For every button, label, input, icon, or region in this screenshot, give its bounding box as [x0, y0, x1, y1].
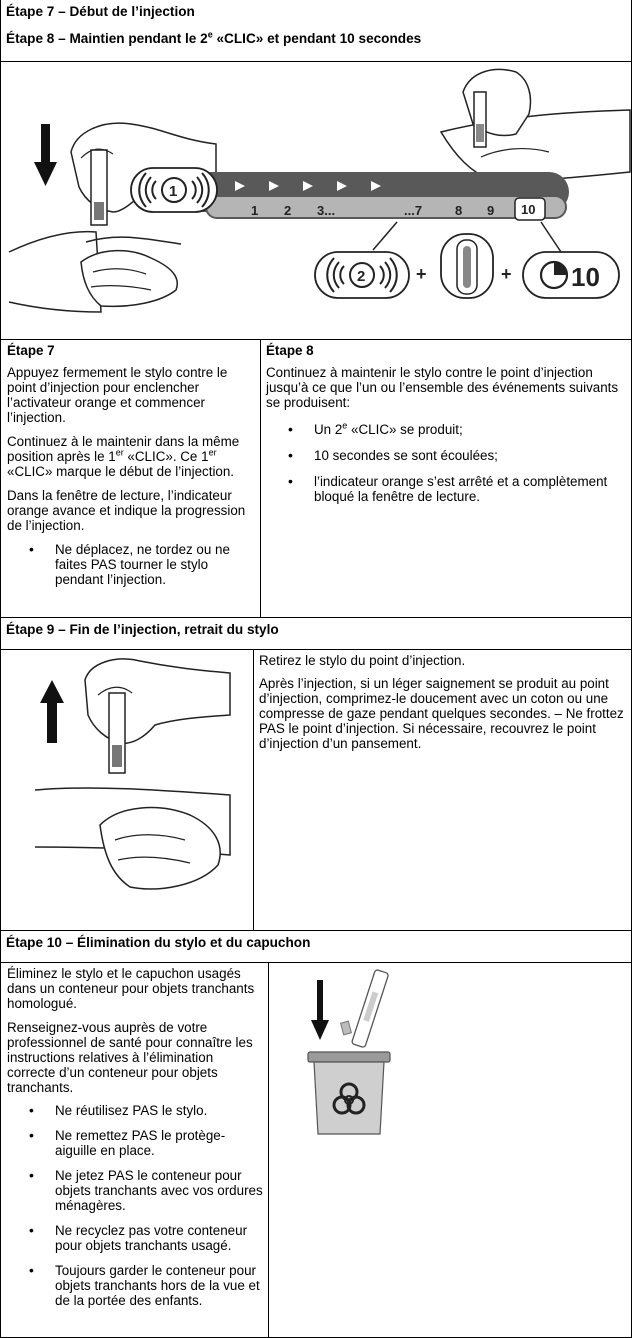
sharps-container-illustration	[300, 966, 400, 1141]
step9-paragraph-2: Après l’injection, si un léger saignement se produit au point d’injection, comprimez-le doucement avec un coton ou une compresse de gaze pendant quelques secondes. – Ne frottez PAS le point d’injection. Si nécessaire, recouvrez le point d’injection d’un pansement.	[259, 676, 624, 751]
pen-removal-illustration	[20, 655, 235, 920]
svg-text:9: 9	[487, 203, 495, 218]
first-click-sound-icon	[131, 168, 217, 212]
svg-text:2: 2	[284, 203, 292, 218]
svg-text:8: 8	[455, 203, 463, 218]
step8-heading: Étape 8	[266, 343, 314, 358]
step10-title: Étape 10 – Élimination du stylo et du capuchon	[6, 935, 311, 950]
step10-bullet: • Ne recyclez pas votre conteneur pour objets tranchants usagé.	[7, 1223, 265, 1253]
step8-bullet-3: • l’indicateur orange s’est arrêté et a complètement bloqué la fenêtre de lecture.	[266, 474, 626, 504]
push-down-arrow-icon	[34, 124, 57, 186]
step7-title: Étape 7 – Début de l’injection	[6, 4, 195, 19]
step7-paragraph-3: Dans la fenêtre de lecture, l’indicateur orange avance et indique la progression de l’injection.	[7, 488, 246, 533]
pinching-hand-illustration	[81, 251, 177, 307]
svg-text:...7: ...7	[404, 203, 423, 218]
step9-text	[259, 653, 629, 760]
used-pen-icon	[351, 969, 388, 1048]
step10-bullet: • Ne jetez PAS le conteneur pour objets tranchants avec vos ordures ménagères.	[7, 1168, 265, 1213]
svg-text:2: 2	[357, 268, 366, 285]
second-click-sound-icon	[315, 252, 409, 298]
timeline-illustration	[1, 62, 631, 339]
step8-text	[266, 343, 626, 513]
pen-window-icon	[441, 234, 493, 298]
step8-paragraph-1: Continuez à maintenir le stylo contre le point d’injection jusqu’à ce que l’un ou l’ensemble des événements suivants se produisent:	[266, 365, 619, 410]
step8-bullet-2: • 10 secondes se sont écoulées;	[266, 448, 626, 463]
svg-text:10: 10	[521, 202, 536, 217]
step10-bullet: • Ne réutilisez PAS le stylo.	[7, 1103, 265, 1118]
step9-paragraph-1: Retirez le stylo du point d’injection.	[259, 653, 466, 668]
step8-title: Étape 8 – Maintien pendant le 2e «CLIC» et pendant 10 secondes	[6, 29, 422, 46]
svg-text:1: 1	[251, 203, 259, 218]
cap-icon	[341, 1021, 352, 1035]
svg-text:1: 1	[169, 183, 178, 200]
right-hand-pen-illustration	[441, 69, 630, 180]
step9-title: Étape 9 – Fin de l’injection, retrait du stylo	[6, 622, 279, 637]
step7-text	[7, 343, 255, 596]
step10-text	[7, 966, 265, 1308]
step7-bullet: • Ne déplacez, ne tordez ou ne faites PAS tourner le stylo pendant l’injection.	[7, 542, 255, 587]
sharps-bin-icon	[308, 1052, 390, 1134]
svg-text:+: +	[416, 264, 427, 284]
step7-paragraph-1: Appuyez fermement le stylo contre le point d’injection pour enclencher l’activateur orange et commencer l’injection.	[7, 365, 228, 425]
step10-paragraph-1: Éliminez le stylo et le capuchon usagés dans un conteneur pour objets tranchants homologué.	[7, 966, 255, 1011]
step10-bullet: • Toujours garder le conteneur pour objets tranchants hors de la vue et de la portée des enfants.	[7, 1263, 265, 1308]
svg-text:+: +	[501, 264, 512, 284]
step10-bullet: • Ne remettez PAS le protège-aiguille en place.	[7, 1128, 265, 1158]
ten-seconds-timer-icon	[523, 252, 619, 298]
step7-paragraph-2: Continuez à le maintenir dans la même position après le 1er «CLIC». Ce 1er «CLIC» marque le début de l’injection.	[7, 434, 240, 479]
svg-text:10: 10	[571, 262, 600, 292]
step7-heading: Étape 7	[7, 343, 55, 358]
pull-up-arrow-icon	[40, 680, 64, 743]
drop-down-arrow-icon	[311, 980, 329, 1040]
svg-text:3...: 3...	[317, 203, 336, 218]
step10-paragraph-2: Renseignez-vous auprès de votre professionnel de santé pour connaître les instructions relatives à l’élimination correcte d’un conteneur pour objets tranchants.	[7, 1020, 253, 1095]
step8-bullet-1: • Un 2e «CLIC» se produit;	[266, 422, 626, 437]
